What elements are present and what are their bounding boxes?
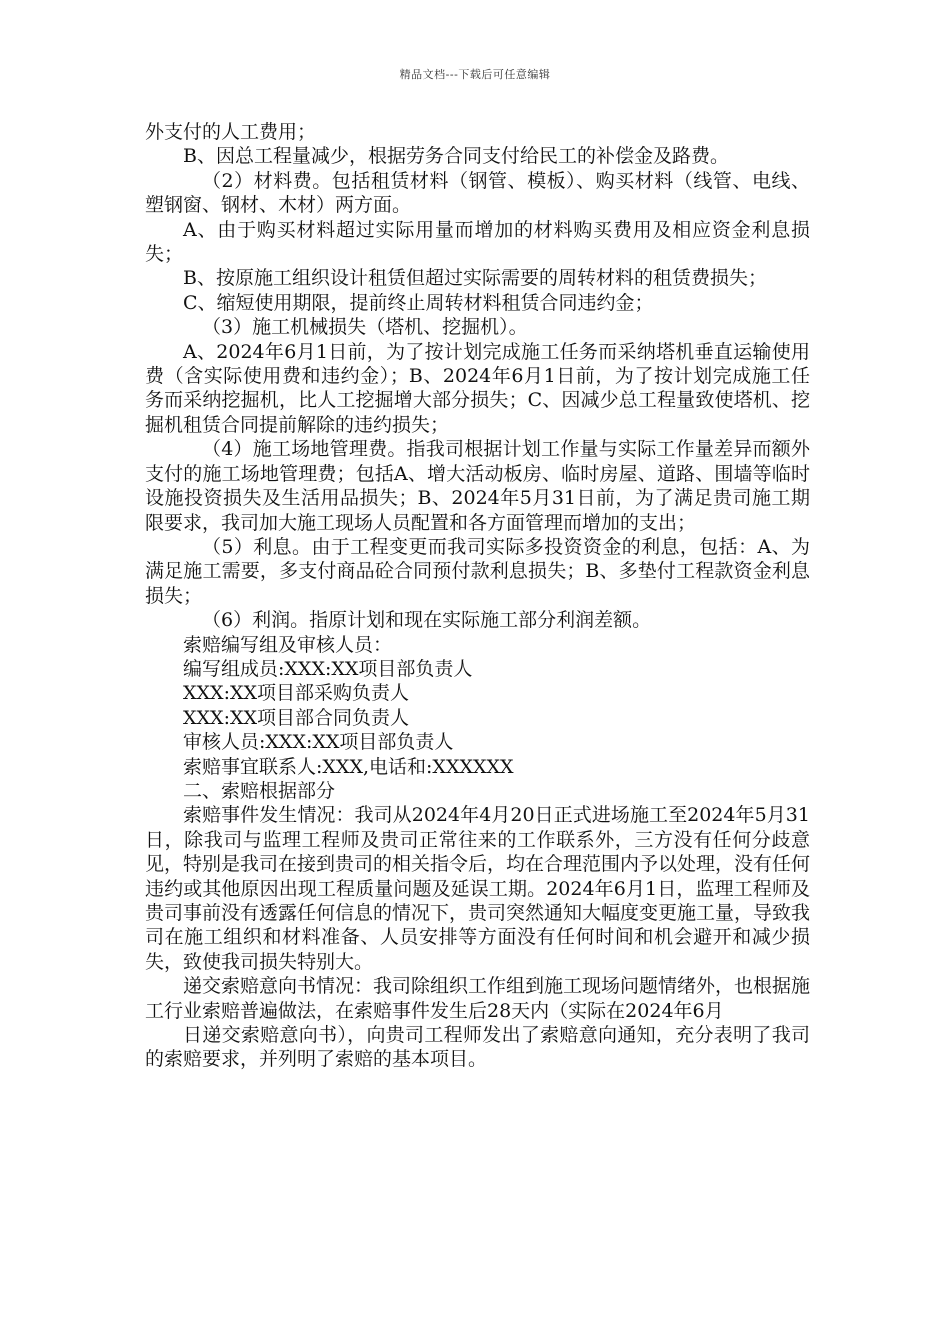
paragraph: B、按原施工组织设计租赁但超过实际需要的周转材料的租赁费损失；: [183, 267, 767, 290]
paragraph: （3）施工机械损失（塔机、挖掘机）。: [202, 316, 528, 339]
paragraph: 外支付的人工费用；: [145, 121, 317, 143]
paragraph: 索赔编写组及审核人员：: [183, 633, 393, 656]
paragraph: 编写组成员:XXX:XX项目部负责人: [183, 657, 473, 680]
paragraph: XXX:XX项目部采购负责人: [183, 682, 410, 705]
paragraph: 递交索赔意向书情况：我司除组织工作组到施工现场问题情绪外，也根据施工行业索赔普遍做法，在索赔事件发生后28天内（实际在2024年6月: [145, 975, 811, 1022]
paragraph: B、因总工程量减少，根据劳务合同支付给民工的补偿金及路费。: [183, 145, 729, 168]
paragraph: （2）材料费。包括租赁材料（钢管、模板）、购买材料（线管、电线、塑钢窗、钢材、木材）两方面。: [145, 169, 810, 217]
paragraph: C、缩短使用期限，提前终止周转材料租赁合同违约金；: [183, 291, 654, 314]
paragraph: A、2024年6月1日前，为了按计划完成施工任务而采纳塔机垂直运输使用费（含实际使用费和违约金）；B、2024年6月1日前，为了按计划完成施工任务而采纳挖掘机，比人工挖掘增大部分损失；C、因减少总工程量致使塔机、挖掘机租赁合同提前解除的违约损失；: [145, 340, 810, 436]
paragraph: 审核人员:XXX:XX项目部负责人: [183, 731, 454, 754]
paragraph: 索赔事件发生情况：我司从2024年4月20日正式进场施工至2024年5月31日，除我司与监理工程师及贵司正常往来的工作联系外，三方没有任何分歧意见，特别是我司在接到贵司的相关指令后，均在合理范围内予以处理，没有任何违约或其他原因出现工程质量问题及延误工期。2024年6月1日，监理工程师及贵司事前没有透露任何信息的情况下，贵司突然通知大幅度变更施工量，导致我司在施工组织和材料准备、人员安排等方面没有任何时间和机会避开和减少损失，致使我司损失特别大。: [145, 804, 811, 973]
page-header: 精品文档---下载后可任意编辑: [399, 68, 551, 81]
paragraph: A、由于购买材料超过实际用量而增加的材料购买费用及相应资金利息损失；: [145, 218, 810, 266]
paragraph: XXX:XX项目部合同负责人: [183, 706, 410, 729]
paragraph: 二、索赔根据部分: [183, 779, 336, 802]
paragraph: 索赔事宜联系人:XXX,电话和:XXXXXX: [183, 755, 514, 778]
document-body: [145, 120, 810, 1072]
paragraph: （4）施工场地管理费。指我司根据计划工作量与实际工作量差异而额外支付的施工场地管理费；包括A、增大活动板房、临时房屋、道路、围墙等临时设施投资损失及生活用品损失；B、2024年5月31日前，为了满足贵司施工期限要求，我司加大施工现场人员配置和各方面管理而增加的支出；: [145, 438, 810, 534]
paragraph: 日递交索赔意向书），向贵司工程师发出了索赔意向通知，充分表明了我司的索赔要求，并列明了索赔的基本项目。: [145, 1024, 810, 1071]
paragraph: （6）利润。指原计划和现在实际施工部分利润差额。: [202, 609, 652, 632]
paragraph: （5）利息。由于工程变更而我司实际多投资资金的利息，包括：A、为满足施工需要，多支付商品砼合同预付款利息损失；B、多垫付工程款资金利息损失；: [145, 535, 810, 607]
